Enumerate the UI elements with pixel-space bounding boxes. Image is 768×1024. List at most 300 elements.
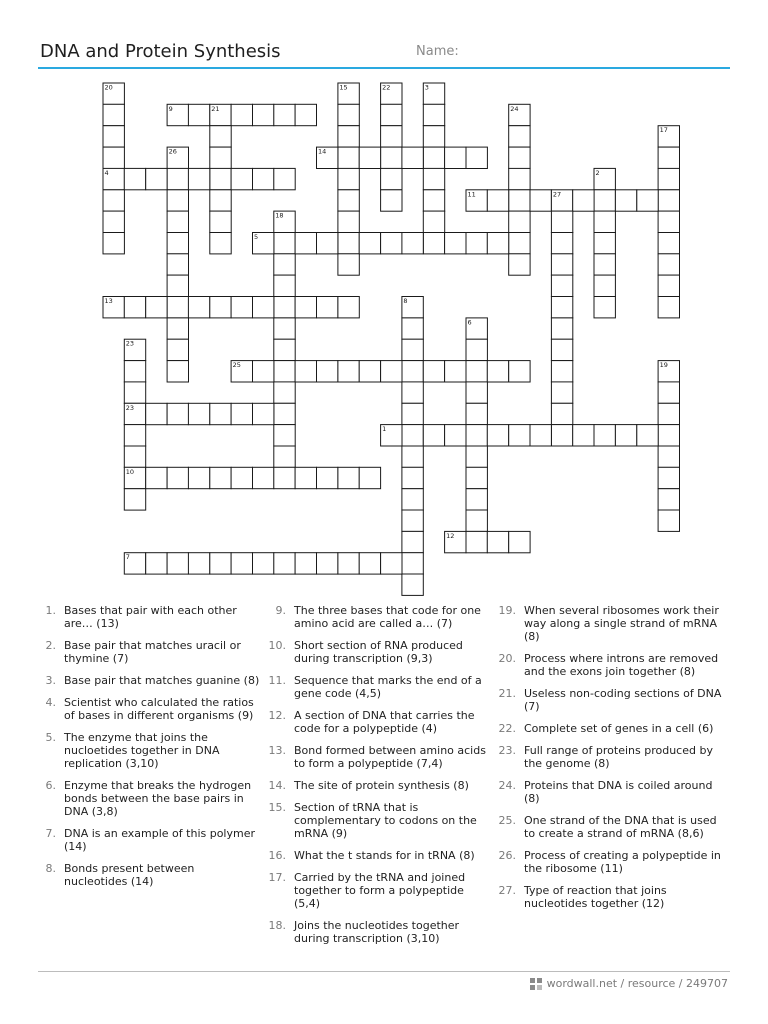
crossword-cell [658, 211, 679, 232]
crossword-cell [551, 233, 572, 254]
clue-item-text: A section of DNA that carries the code for a polypeptide (4) [294, 709, 475, 735]
crossword-cell [423, 104, 444, 125]
crossword-cell [167, 254, 188, 275]
crossword-cell [210, 147, 231, 168]
crossword-cell [295, 104, 316, 125]
crossword-cell [381, 168, 402, 189]
clue-item-text: Base pair that matches guanine (8) [64, 674, 260, 687]
crossword-cell [167, 190, 188, 211]
crossword-cell [167, 297, 188, 318]
crossword-cell [594, 425, 615, 446]
crossword-cell [487, 233, 508, 254]
crossword-cell [594, 254, 615, 275]
crossword-cell [445, 147, 466, 168]
crossword-cell [637, 190, 658, 211]
crossword-cell [124, 382, 145, 403]
name-label: Name: [416, 44, 459, 59]
crossword-cell [402, 339, 423, 360]
footer-divider [38, 971, 730, 972]
crossword-cell [487, 361, 508, 382]
crossword-cell [103, 211, 124, 232]
crossword-cell [295, 553, 316, 574]
clue-item-number: 8. [45, 862, 56, 875]
crossword-cell [338, 297, 359, 318]
crossword-cell [253, 467, 274, 488]
crossword-cell [253, 297, 274, 318]
crossword-cell [423, 211, 444, 232]
crossword-cell [466, 531, 487, 552]
clue-item-text: Bases that pair with each other are… (13) [64, 604, 237, 630]
clue-item-number: 1. [45, 604, 56, 617]
clue-number: 3 [424, 83, 429, 92]
crossword-cell [551, 318, 572, 339]
crossword-cell [466, 382, 487, 403]
crossword-cell [594, 297, 615, 318]
crossword-cell [402, 446, 423, 467]
clue-item-number: 26. [498, 849, 516, 862]
crossword-cell [402, 531, 423, 552]
clue-item-number: 15. [268, 801, 286, 814]
crossword-cell [188, 297, 209, 318]
clue-item-text: The enzyme that joins the nucloetides together in DNA replication (3,10) [64, 731, 220, 770]
crossword-cell [188, 168, 209, 189]
crossword-cell [594, 211, 615, 232]
crossword-cell [167, 553, 188, 574]
clue-item [498, 722, 730, 735]
crossword-cell [509, 425, 530, 446]
crossword-cell [146, 553, 167, 574]
page-title: DNA and Protein Synthesis [40, 41, 281, 62]
clue-number: 2 [595, 168, 600, 177]
clue-item [498, 779, 730, 805]
crossword-cell [658, 147, 679, 168]
clue-item [268, 919, 490, 945]
clue-item [268, 744, 490, 770]
crossword-cell [338, 361, 359, 382]
clue-item-text: The site of protein synthesis (8) [294, 779, 469, 792]
clue-number: 7 [125, 553, 130, 562]
clue-number: 25 [232, 361, 241, 370]
clue-item-number: 18. [268, 919, 286, 932]
clue-item-number: 19. [498, 604, 516, 617]
crossword-cell [381, 190, 402, 211]
crossword-cell [103, 147, 124, 168]
clue-item [498, 814, 730, 840]
clue-item-number: 13. [268, 744, 286, 757]
crossword-cell [231, 403, 252, 424]
crossword-cell [103, 126, 124, 147]
crossword-cell [530, 190, 551, 211]
crossword-cell [317, 233, 338, 254]
crossword-cell [146, 403, 167, 424]
crossword-cell [658, 297, 679, 318]
crossword-cell [338, 147, 359, 168]
clue-item [498, 652, 730, 678]
crossword-cell [445, 425, 466, 446]
clue-item [38, 827, 260, 853]
clue-item-number: 24. [498, 779, 516, 792]
crossword-cell [295, 467, 316, 488]
crossword-cell [509, 168, 530, 189]
crossword-cell [402, 233, 423, 254]
crossword-cell [210, 168, 231, 189]
crossword-cell [338, 233, 359, 254]
crossword-cell [466, 339, 487, 360]
clue-item [268, 709, 490, 735]
crossword-cell [423, 147, 444, 168]
crossword-cell [423, 361, 444, 382]
crossword-cell [167, 275, 188, 296]
crossword-cell [445, 361, 466, 382]
clue-item-number: 3. [45, 674, 56, 687]
crossword-cell [124, 297, 145, 318]
clue-item-text: Scientist who calculated the ratios of bases in different organisms (9) [64, 696, 254, 722]
crossword-cell [253, 553, 274, 574]
crossword-cell [210, 403, 231, 424]
clue-number: 24 [510, 104, 519, 113]
crossword-cell [551, 403, 572, 424]
crossword-cell [466, 489, 487, 510]
crossword-cell [509, 361, 530, 382]
clue-item-text: DNA is an example of this polymer (14) [64, 827, 256, 853]
crossword-cell [573, 425, 594, 446]
clue-item-text: Proteins that DNA is coiled around (8) [524, 779, 713, 805]
clue-item [38, 674, 260, 687]
crossword-cell [338, 254, 359, 275]
crossword-cell [338, 553, 359, 574]
crossword-cell [231, 297, 252, 318]
clue-item-text: Bonds present between nucleotides (14) [64, 862, 195, 888]
clue-item-number: 17. [268, 871, 286, 884]
clue-number: 21 [211, 104, 220, 113]
crossword-cell [167, 318, 188, 339]
crossword-cell [466, 510, 487, 531]
crossword-cell [637, 425, 658, 446]
crossword-cell [658, 254, 679, 275]
clue-item [268, 871, 490, 910]
crossword-cell [466, 425, 487, 446]
crossword-cell [423, 168, 444, 189]
clue-item-number: 27. [498, 884, 516, 897]
crossword-cell [658, 275, 679, 296]
clue-item-number: 4. [45, 696, 56, 709]
clue-item [498, 744, 730, 770]
wordwall-logo-icon [530, 978, 542, 990]
crossword-cell [551, 339, 572, 360]
clue-item-text: Enzyme that breaks the hydrogen bonds between the base pairs in DNA (3,8) [64, 779, 252, 818]
clue-item-text: Bond formed between amino acids to form a polypeptide (7,4) [294, 744, 486, 770]
crossword-cell [188, 553, 209, 574]
crossword-cell [338, 104, 359, 125]
clue-item-number: 5. [45, 731, 56, 744]
crossword-cell [231, 467, 252, 488]
crossword-cell [274, 104, 295, 125]
clue-number: 8 [403, 297, 408, 305]
crossword-cell [274, 446, 295, 467]
clue-item-number: 14. [268, 779, 286, 792]
crossword-cell [231, 104, 252, 125]
crossword-cell [295, 233, 316, 254]
crossword-cell [658, 467, 679, 488]
clue-number: 10 [125, 467, 135, 476]
crossword-cell [551, 254, 572, 275]
clue-item-text: What the t stands for in tRNA (8) [294, 849, 475, 862]
clue-item-number: 11. [268, 674, 286, 687]
clue-column-2 [268, 604, 490, 954]
crossword-cell [509, 254, 530, 275]
crossword-cell [210, 553, 231, 574]
crossword-cell [402, 553, 423, 574]
clue-item [38, 862, 260, 888]
crossword-cell [402, 467, 423, 488]
clue-item [498, 884, 730, 910]
crossword-cell [402, 510, 423, 531]
clue-item [38, 696, 260, 722]
clue-item [268, 849, 490, 862]
crossword-cell [551, 361, 572, 382]
clue-item-number: 22. [498, 722, 516, 735]
clue-number: 11 [467, 190, 476, 199]
crossword-cell [615, 425, 636, 446]
crossword-cell [509, 126, 530, 147]
crossword-cell [402, 489, 423, 510]
crossword-cell [658, 190, 679, 211]
clue-item-number: 25. [498, 814, 516, 827]
crossword-cell [615, 190, 636, 211]
clue-item-number: 20. [498, 652, 516, 665]
clue-number: 19 [659, 361, 668, 370]
crossword-cell [317, 361, 338, 382]
clue-item-number: 23. [498, 744, 516, 757]
crossword-cell [423, 126, 444, 147]
clue-number: 1 [382, 425, 387, 434]
crossword-cell [167, 211, 188, 232]
crossword-cell [423, 425, 444, 446]
crossword-cell [338, 467, 359, 488]
crossword-cell [274, 254, 295, 275]
crossword-cell [338, 211, 359, 232]
clue-item-text: Carried by the tRNA and joined together to form a polypeptide (5,4) [294, 871, 466, 910]
crossword-cell [317, 553, 338, 574]
crossword-cell [103, 190, 124, 211]
clue-item-text: Joins the nucleotides together during transcription (3,10) [294, 919, 460, 945]
footer-source-text: wordwall.net / resource / 249707 [546, 977, 728, 990]
crossword-cell [167, 339, 188, 360]
clue-item-number: 7. [45, 827, 56, 840]
crossword-cell [423, 233, 444, 254]
crossword-cell [188, 403, 209, 424]
crossword-cell [359, 147, 380, 168]
clue-number: 4 [104, 168, 109, 177]
clue-number: 17 [659, 126, 668, 135]
crossword-cell [295, 297, 316, 318]
crossword-cell [487, 425, 508, 446]
clue-item-text: When several ribosomes work their way along a single strand of mRNA (8) [524, 604, 719, 643]
crossword-cell [466, 233, 487, 254]
crossword-cell [487, 190, 508, 211]
crossword-cell [402, 361, 423, 382]
clue-number: 15 [339, 83, 348, 92]
clue-item-text: Process where introns are removed and the exons join together (8) [524, 652, 719, 678]
clue-item [268, 639, 490, 665]
clue-number: 20 [104, 83, 113, 92]
crossword-cell [551, 211, 572, 232]
crossword-cell [381, 126, 402, 147]
crossword-cell [274, 318, 295, 339]
clue-item [38, 779, 260, 818]
crossword-cell [381, 553, 402, 574]
crossword-cell [274, 382, 295, 403]
crossword-cell [274, 297, 295, 318]
clue-item [38, 604, 260, 630]
crossword-cell [188, 104, 209, 125]
clue-item-text: One strand of the DNA that is used to create a strand of mRNA (8,6) [524, 814, 717, 840]
crossword-cell [338, 190, 359, 211]
crossword-cell [274, 403, 295, 424]
crossword-cell [167, 361, 188, 382]
crossword-cell [210, 190, 231, 211]
crossword-cell [423, 190, 444, 211]
crossword-cell [103, 104, 124, 125]
crossword-cell [210, 467, 231, 488]
crossword-cell [167, 168, 188, 189]
clue-item-text: Type of reaction that joins nucleotides together (12) [524, 884, 667, 910]
crossword-cell [402, 318, 423, 339]
crossword-cell [124, 168, 145, 189]
clue-number: 12 [446, 531, 455, 540]
crossword-cell [551, 382, 572, 403]
crossword-cell [509, 190, 530, 211]
crossword-cell [466, 147, 487, 168]
crossword-cell [274, 339, 295, 360]
clue-number: 26 [168, 147, 177, 156]
clue-item-text: Useless non-coding sections of DNA (7) [524, 687, 722, 713]
crossword-cell [381, 147, 402, 168]
clue-item [268, 779, 490, 792]
crossword-cell [466, 361, 487, 382]
clue-number: 13 [104, 297, 113, 305]
crossword-cell [530, 425, 551, 446]
crossword-cell [381, 361, 402, 382]
crossword-cell [658, 446, 679, 467]
crossword-cell [167, 403, 188, 424]
crossword-cell [210, 211, 231, 232]
clue-item-text: Full range of proteins produced by the genome (8) [524, 744, 713, 770]
crossword-cell [338, 126, 359, 147]
clue-item [498, 604, 730, 643]
clue-item-text: Section of tRNA that is complementary to codons on the mRNA (9) [294, 801, 477, 840]
crossword-cell [658, 403, 679, 424]
clue-number: 18 [275, 211, 284, 220]
clue-number: 22 [382, 83, 391, 92]
crossword-cell [658, 489, 679, 510]
crossword-cell [658, 425, 679, 446]
clue-item-number: 12. [268, 709, 286, 722]
crossword-cell [295, 361, 316, 382]
crossword-cell [210, 126, 231, 147]
crossword-cell [658, 168, 679, 189]
crossword-cell [253, 168, 274, 189]
crossword-cell [210, 233, 231, 254]
clue-number: 9 [168, 104, 173, 113]
clue-item-text: The three bases that code for one amino acid are called a… (7) [294, 604, 481, 630]
crossword-cell [487, 531, 508, 552]
crossword-cell [466, 446, 487, 467]
crossword-cell [338, 168, 359, 189]
clue-column-1 [38, 604, 260, 897]
crossword-cell [381, 104, 402, 125]
crossword-cell [188, 467, 209, 488]
clue-number: 23 [125, 403, 135, 412]
clue-number: 23 [125, 339, 135, 348]
clue-item-number: 2. [45, 639, 56, 652]
crossword-cell [124, 361, 145, 382]
crossword-cell [359, 467, 380, 488]
crossword-cell [274, 168, 295, 189]
crossword-cell [167, 467, 188, 488]
crossword-cell [573, 190, 594, 211]
crossword-cell [103, 233, 124, 254]
crossword-cell [551, 297, 572, 318]
crossword-cell [317, 297, 338, 318]
crossword-cell [124, 425, 145, 446]
crossword-cell [359, 233, 380, 254]
clue-item [268, 674, 490, 700]
crossword-cell [274, 425, 295, 446]
clue-number: 5 [254, 233, 259, 241]
crossword-cell [253, 361, 274, 382]
crossword-cell [381, 233, 402, 254]
crossword-cell [124, 446, 145, 467]
crossword-cell [466, 403, 487, 424]
crossword-cell [274, 467, 295, 488]
clue-item-number: 16. [268, 849, 286, 862]
crossword-cell [402, 403, 423, 424]
crossword-cell [146, 297, 167, 318]
crossword-cell [658, 510, 679, 531]
crossword-cell [274, 553, 295, 574]
crossword-cell [509, 147, 530, 168]
clue-item [38, 639, 260, 665]
clue-item [498, 687, 730, 713]
crossword-cell [551, 425, 572, 446]
clue-item-text: Base pair that matches uracil or thymine (7) [64, 639, 241, 665]
footer [530, 977, 728, 990]
crossword-cell [658, 233, 679, 254]
crossword-cell [402, 574, 423, 595]
crossword-cell [274, 275, 295, 296]
clue-item-number: 9. [275, 604, 286, 617]
crossword-cell [274, 233, 295, 254]
clue-item-number: 10. [268, 639, 286, 652]
clue-item-text: Process of creating a polypeptide in the ribosome (11) [524, 849, 721, 875]
crossword-cell [146, 467, 167, 488]
crossword-cell [509, 233, 530, 254]
crossword-cell [231, 553, 252, 574]
crossword-cell [253, 403, 274, 424]
crossword-cell [359, 361, 380, 382]
crossword-cell [317, 467, 338, 488]
crossword-cell [594, 190, 615, 211]
crossword-cell [466, 467, 487, 488]
crossword-cell [509, 531, 530, 552]
crossword-cell [594, 275, 615, 296]
clue-item [38, 731, 260, 770]
crossword-cell [594, 233, 615, 254]
crossword-cell [402, 425, 423, 446]
crossword-cell [551, 275, 572, 296]
crossword-cell [402, 147, 423, 168]
